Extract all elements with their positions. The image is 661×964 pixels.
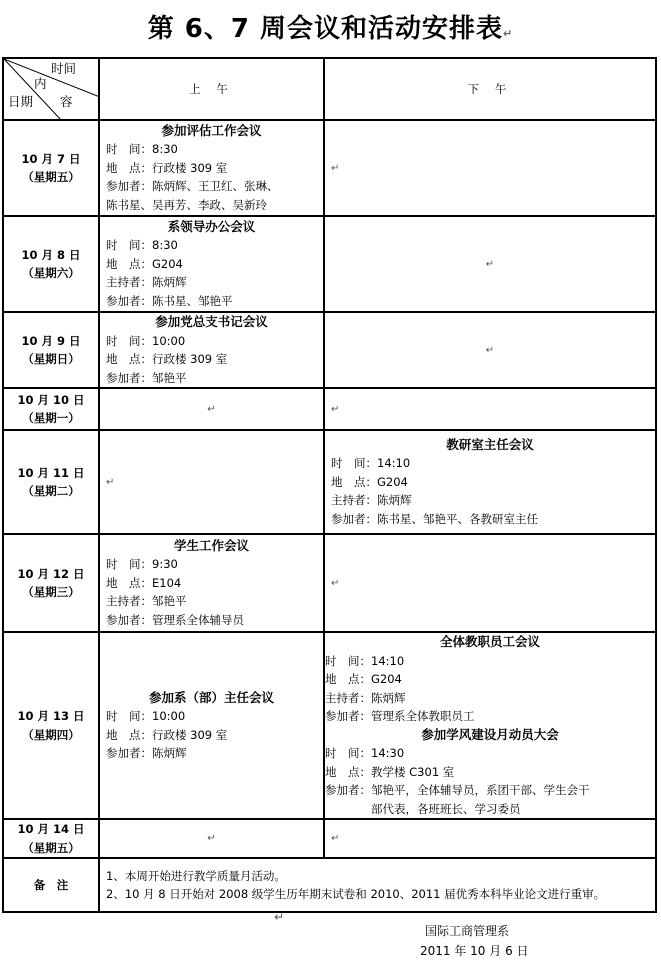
date-label: 10 月 8 日 — [21, 247, 81, 262]
pm-cell — [324, 120, 656, 216]
am-cell — [99, 388, 324, 430]
paragraph-mark-icon: ↵ — [106, 476, 115, 488]
paragraph-mark-icon: ↵ — [331, 833, 340, 845]
weekday-label: （星期二） — [22, 484, 80, 498]
schedule-row — [3, 534, 656, 632]
weekday-label: （星期四） — [22, 727, 80, 742]
pm-cell — [324, 534, 656, 632]
event-title: 学生工作会议 — [173, 537, 249, 553]
corner-date-label: 日期 — [8, 94, 34, 109]
notes-row — [3, 858, 656, 912]
event-detail-line: 陈书星、吴再芳、李政、吴新玲 — [106, 197, 267, 212]
schedule-row — [3, 632, 656, 819]
event-detail-line: 参加者：邹艳平 — [106, 370, 187, 385]
event-detail-line: 地 点：G204 — [106, 256, 183, 271]
schedule-row — [3, 430, 656, 534]
event-detail-line: 主持者：邹艳平 — [106, 594, 187, 609]
event-detail-line: 时 间：14:10 — [325, 653, 405, 668]
date-cell — [3, 632, 99, 819]
event-detail-line: 时 间：14:30 — [325, 746, 405, 760]
corner-header-cell — [3, 58, 99, 120]
pm-cell — [324, 430, 656, 534]
event-detail-line: 时 间：10:00 — [106, 709, 186, 723]
date-label: 10 月 13 日 — [17, 709, 85, 723]
weekday-label: （星期三） — [22, 585, 80, 599]
event-detail-line: 地 点：行政楼 309 室 — [106, 352, 228, 366]
pm-cell — [324, 312, 656, 388]
event-detail-line: 主持者：陈炳辉 — [325, 690, 406, 705]
event-detail-line: 时 间：8:30 — [106, 238, 178, 253]
pm-split-row — [325, 633, 655, 726]
pm-bottom-cell — [325, 726, 655, 819]
note-item: 1、本周开始进行教学质量月活动。 — [106, 868, 286, 883]
event-detail-line: 地 点：E104 — [106, 575, 182, 590]
header-row — [3, 58, 656, 120]
event-detail-line: 参加者：陈炳辉 — [106, 746, 187, 760]
am-cell — [99, 632, 324, 819]
paragraph-mark-icon: ↵ — [331, 403, 340, 415]
corner-content-label: 内 — [34, 76, 47, 91]
event-detail-line: 参加者：管理系全体辅导员 — [106, 612, 244, 627]
event-detail-line: 地 点：G204 — [331, 474, 408, 489]
date-label: 10 月 10 日 — [17, 392, 85, 407]
date-cell — [3, 819, 99, 858]
footer-date: 2011 年 10 月 6 日 — [420, 944, 529, 958]
footer-org: 国际工商管理系 — [425, 924, 510, 938]
schedule-row — [3, 388, 656, 430]
corner-rong-label: 容 — [60, 94, 73, 109]
event-detail-line: 参加者：陈书星、邹艳平、各教研室主任 — [331, 511, 538, 526]
event-title: 参加学风建设月动员大会 — [421, 726, 559, 742]
paragraph-mark-icon: ↵ — [207, 403, 216, 415]
notes-content — [99, 858, 656, 912]
pm-split-row — [325, 726, 655, 819]
event-detail-line: 参加者：管理系全体教职员工 — [325, 709, 475, 723]
event-detail-line: 地 点：行政楼 309 室 — [106, 727, 228, 742]
weekday-label: （星期六） — [22, 266, 80, 280]
date-cell — [3, 534, 99, 632]
page-title-text: 第 6、7 周会议和活动安排表 — [147, 14, 504, 44]
event-detail-line: 主持者：陈炳辉 — [331, 493, 412, 508]
pm-cell — [324, 819, 656, 858]
page-title — [0, 8, 661, 45]
note-item: 2、10 月 8 日开始对 2008 级学生历年期末试卷和 2010、2011 届优秀本科毕业论文进行重审。 — [106, 887, 606, 901]
event-title: 参加党总支书记会议 — [155, 314, 268, 329]
date-label: 10 月 12 日 — [17, 566, 85, 581]
event-detail-line: 时 间：8:30 — [106, 142, 178, 157]
am-cell — [99, 430, 324, 534]
am-cell — [99, 120, 324, 216]
date-cell — [3, 216, 99, 312]
event-detail-line: 时 间：10:00 — [106, 333, 186, 348]
weekday-label: （星期日） — [22, 352, 80, 366]
date-label: 10 月 14 日 — [17, 822, 85, 836]
event-title: 教研室主任会议 — [446, 436, 534, 452]
event-detail-line: 部代表，各班班长、学习委员 — [325, 801, 521, 816]
am-cell — [99, 216, 324, 312]
am-cell — [99, 534, 324, 632]
paragraph-mark-icon: ↵ — [331, 577, 340, 589]
date-cell — [3, 388, 99, 430]
schedule-row — [3, 819, 656, 858]
paragraph-mark-icon: ↵ — [331, 162, 340, 174]
am-cell — [99, 312, 324, 388]
date-label: 10 月 7 日 — [21, 151, 81, 166]
paragraph-mark-icon: ↵ — [274, 910, 285, 924]
paragraph-mark-icon: ↵ — [485, 258, 495, 270]
event-detail-line: 时 间：14:10 — [331, 456, 411, 471]
event-detail-line: 地 点：行政楼 309 室 — [106, 160, 228, 175]
event-detail-line: 参加者：邹艳平，全体辅导员，系团干部、学生会干 — [325, 783, 590, 797]
event-title: 参加系（部）主任会议 — [148, 689, 274, 705]
date-label: 10 月 9 日 — [21, 333, 81, 348]
event-title: 参加评估工作会议 — [161, 122, 262, 138]
weekday-label: （星期五） — [22, 170, 80, 184]
am-header: 上 午 — [99, 58, 324, 120]
date-cell — [3, 430, 99, 534]
pm-header: 下 午 — [324, 58, 656, 120]
pm-cell — [324, 632, 656, 819]
date-cell — [3, 120, 99, 216]
schedule-table — [2, 57, 657, 913]
schedule-row — [3, 216, 656, 312]
event-title: 全体教职员工会议 — [439, 634, 540, 649]
paragraph-mark-icon: ↵ — [485, 344, 495, 356]
schedule-row — [3, 312, 656, 388]
pm-cell — [324, 216, 656, 312]
weekday-label: （星期一） — [22, 411, 80, 425]
event-detail-line: 参加者：陈书星、邹艳平 — [106, 293, 233, 308]
event-detail-line: 地 点：教学楼 C301 室 — [325, 764, 455, 779]
corner-time-label: 时间 — [50, 61, 76, 76]
event-title: 系领导办公会议 — [167, 218, 256, 234]
paragraph-mark-icon: ↵ — [503, 27, 514, 40]
event-detail-line: 时 间：9:30 — [106, 557, 178, 572]
am-cell — [99, 819, 324, 858]
event-detail-line: 地 点：G204 — [325, 672, 402, 686]
weekday-label: （星期五） — [22, 840, 80, 855]
pm-split-table — [325, 633, 655, 818]
paragraph-mark-icon: ↵ — [207, 833, 216, 845]
date-cell — [3, 312, 99, 388]
notes-label: 备 注 — [3, 858, 99, 912]
pm-cell — [324, 388, 656, 430]
date-label: 10 月 11 日 — [17, 465, 85, 480]
event-detail-line: 参加者：陈炳辉、王卫红、张琳、 — [106, 179, 279, 194]
schedule-row — [3, 120, 656, 216]
pm-top-cell — [325, 633, 655, 726]
event-detail-line: 主持者：陈炳辉 — [106, 275, 187, 290]
